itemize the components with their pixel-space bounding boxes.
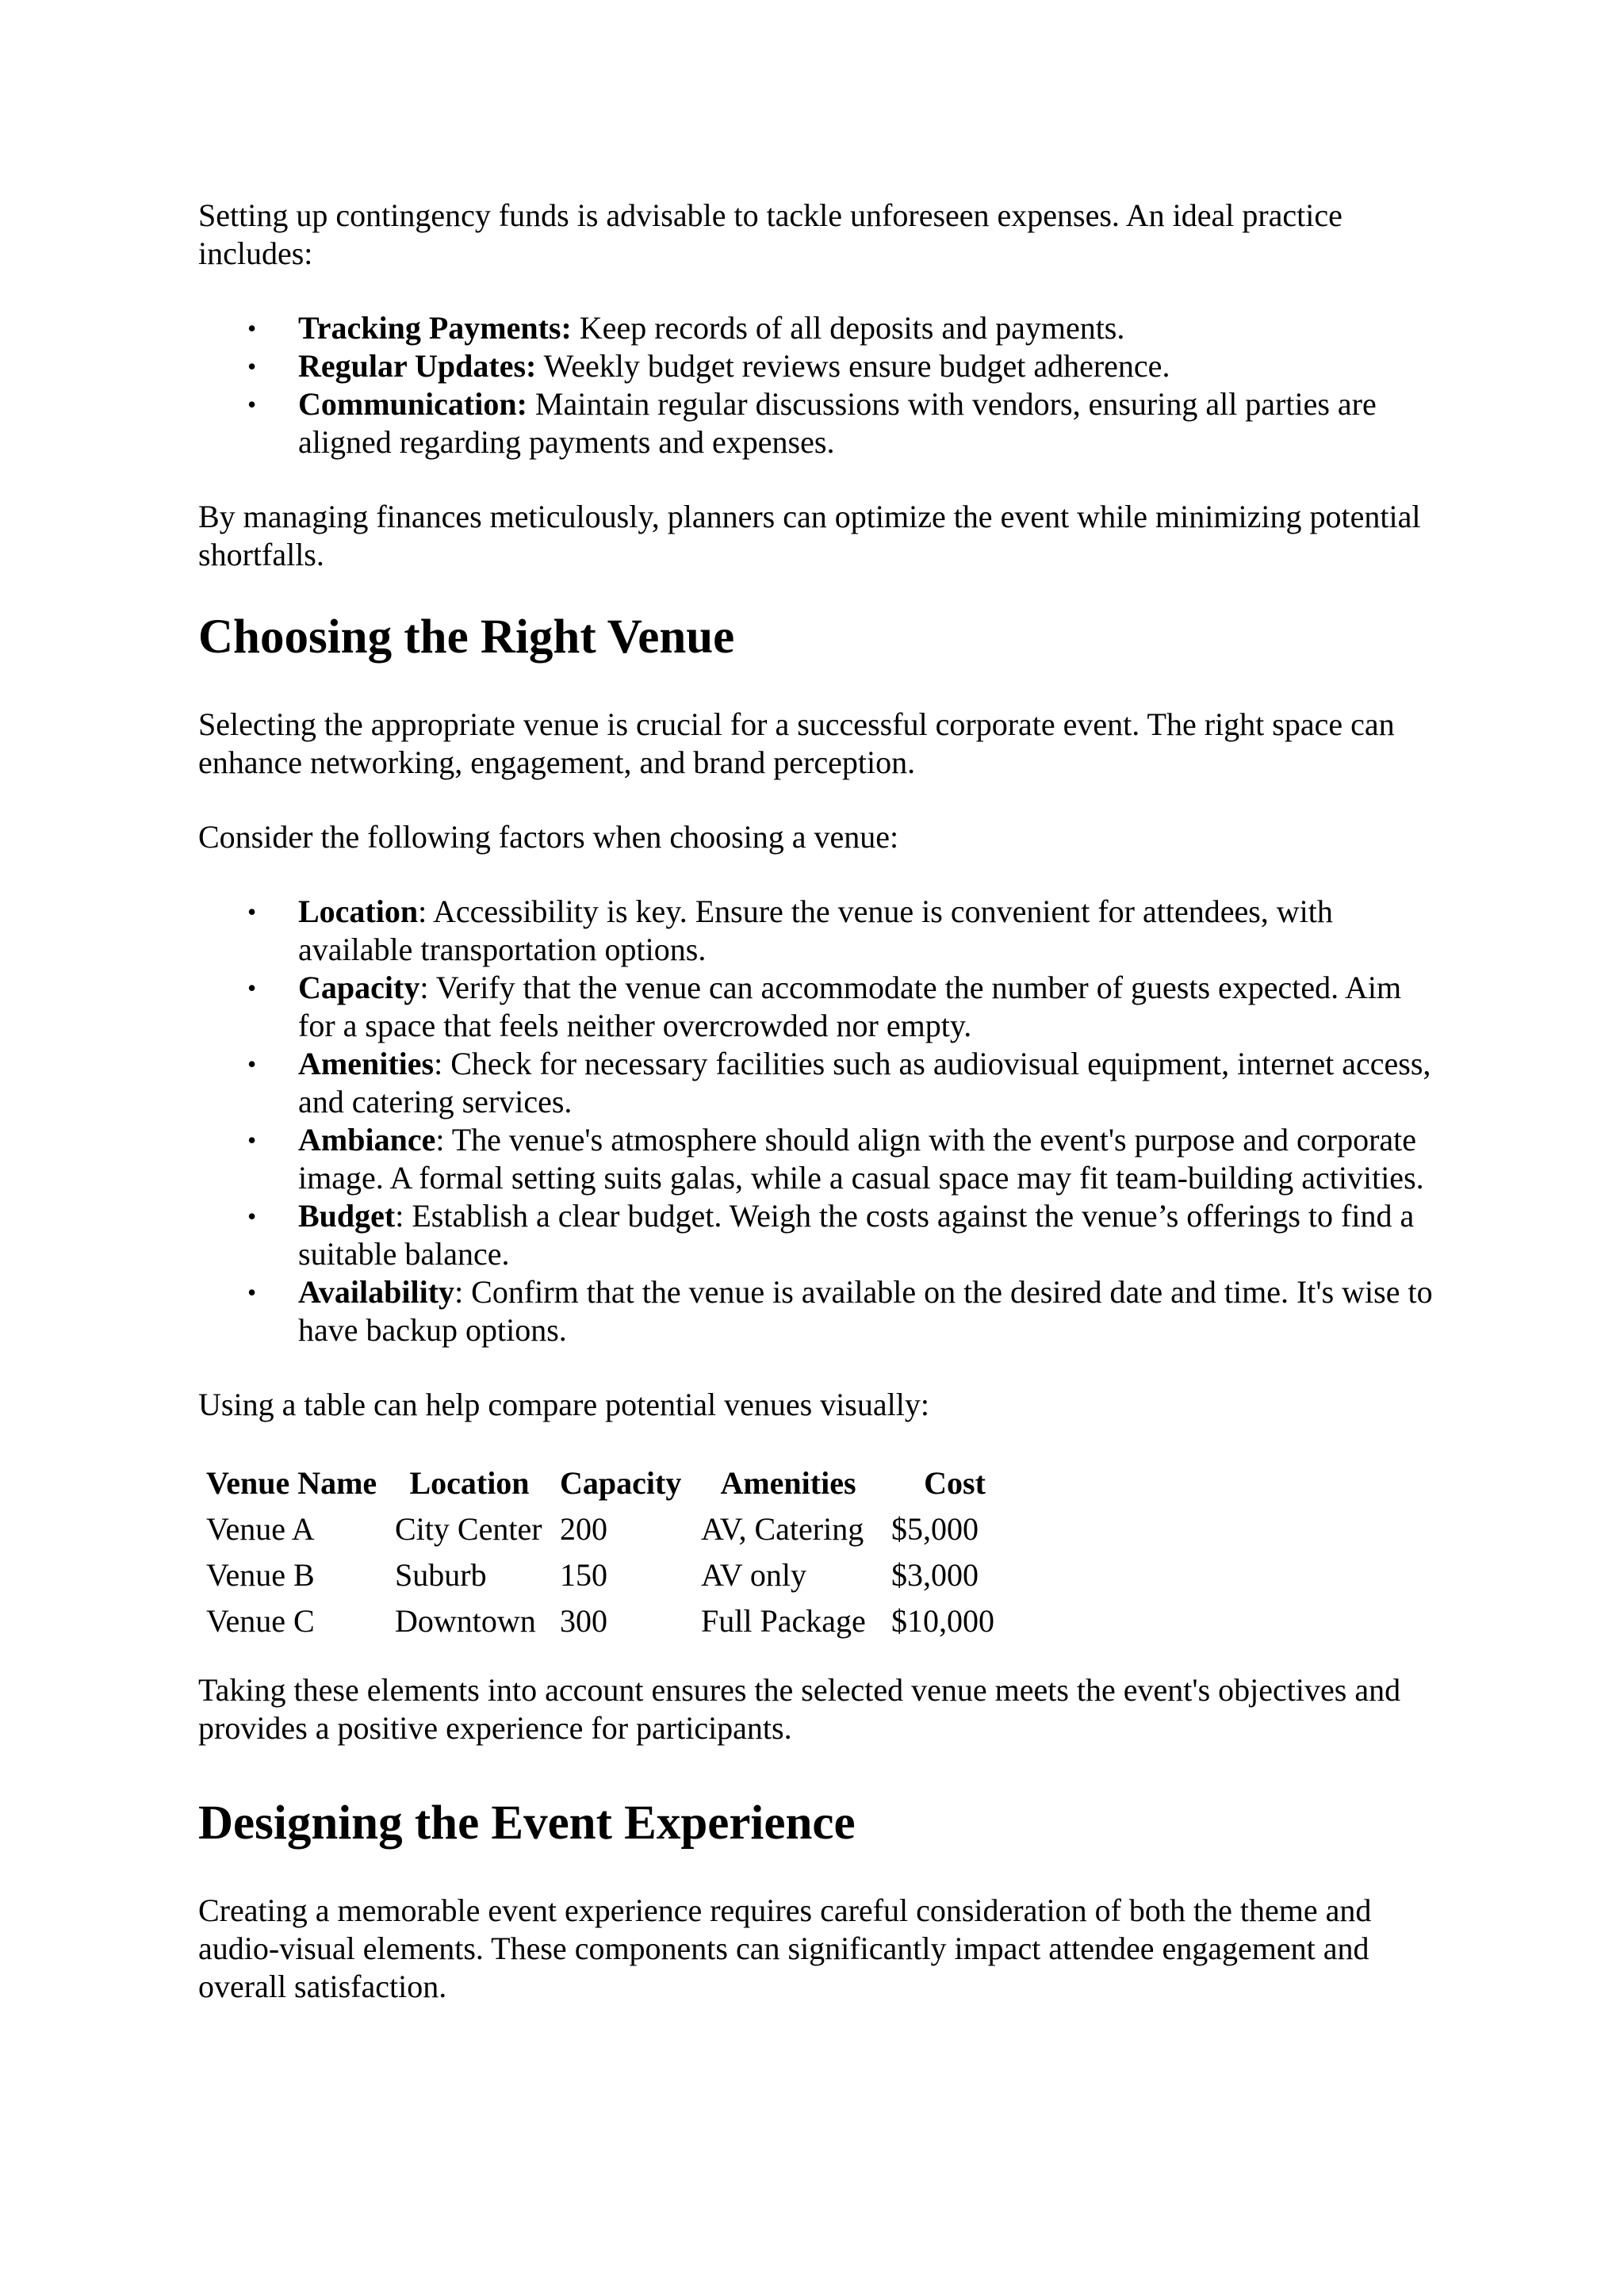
- list-item-desc: : Confirm that the venue is available on the desired date and time. It's wise to have backup options.: [298, 1274, 1433, 1348]
- list-item-term: Budget: [298, 1198, 396, 1234]
- table-cell: Venue A: [206, 1511, 315, 1547]
- list-item-desc: : Establish a clear budget. Weigh the costs against the venue’s offerings to find a suitable balance.: [298, 1198, 1415, 1272]
- list-item: [298, 969, 1435, 1045]
- finance-summary: By managing finances meticulously, planners can optimize the event while minimizing potential shortfalls.: [198, 499, 1421, 572]
- list-item: [298, 893, 1435, 969]
- list-item-desc: Keep records of all deposits and payments.: [571, 310, 1125, 346]
- list-item-desc: Maintain regular discussions with vendors, ensuring all parties are aligned regarding payments and expenses.: [298, 386, 1377, 460]
- venue-intro: Selecting the appropriate venue is crucial for a successful corporate event. The right space can enhance networking, engagement, and brand perception.: [198, 706, 1395, 780]
- list-item-term: Ambiance: [298, 1122, 436, 1158]
- table-cell: Full Package: [701, 1603, 866, 1639]
- table-cell: AV only: [701, 1557, 807, 1593]
- list-item-term: Regular Updates:: [298, 348, 537, 384]
- list-item-desc: Weekly budget reviews ensure budget adherence.: [536, 348, 1170, 384]
- table-cell: $5,000: [891, 1511, 979, 1547]
- list-item: [298, 1121, 1435, 1197]
- list-item-desc: : The venue's atmosphere should align with the event's purpose and corporate image. A formal setting suits galas, while a casual space may fit team-building activities.: [298, 1122, 1424, 1196]
- table-cell: City Center: [395, 1511, 542, 1547]
- header-capacity: Capacity: [560, 1465, 682, 1501]
- experience-intro: Creating a memorable event experience requires careful consideration of both the theme and audio-visual elements. These components can significantly impact attendee engagement and overall satisfaction.: [198, 1892, 1372, 2004]
- header-venue-name: Venue Name: [206, 1465, 377, 1501]
- header-location: Location: [409, 1465, 530, 1501]
- table-cell: AV, Catering: [701, 1511, 864, 1547]
- list-item-term: Capacity: [298, 970, 420, 1005]
- table-row: [198, 1598, 1026, 1644]
- table-cell: Venue B: [206, 1557, 315, 1593]
- list-item: [298, 385, 1435, 461]
- table-row: [198, 1552, 1026, 1598]
- table-row: [198, 1506, 1026, 1552]
- table-cell: 300: [560, 1603, 607, 1639]
- experience-heading: Designing the Event Experience: [198, 1797, 856, 1850]
- list-item-term: Communication:: [298, 386, 527, 422]
- list-item-desc: : Verify that the venue can accommodate the number of guests expected. Aim for a space that feels neither overcrowded nor empty.: [298, 970, 1402, 1043]
- list-item: [298, 347, 1435, 385]
- table-cell: Downtown: [395, 1603, 536, 1639]
- table-cell: 200: [560, 1511, 607, 1547]
- venue-comparison-table: [198, 1460, 1026, 1644]
- table-cell: $3,000: [891, 1557, 979, 1593]
- header-cost: Cost: [924, 1465, 986, 1501]
- list-item-term: Location: [298, 894, 419, 929]
- list-item: [298, 309, 1435, 347]
- table-cell: Venue C: [206, 1603, 315, 1639]
- table-cell: 150: [560, 1557, 607, 1593]
- table-intro: Using a table can help compare potential venues visually:: [198, 1387, 929, 1422]
- list-item: [298, 1045, 1435, 1121]
- table-header-row: [198, 1460, 1026, 1506]
- venue-heading: Choosing the Right Venue: [198, 610, 735, 664]
- table-cell: Suburb: [395, 1557, 487, 1593]
- venue-conclusion: Taking these elements into account ensures the selected venue meets the event's objectives and provides a positive experience for participants.: [198, 1672, 1401, 1746]
- practices-list: [198, 309, 1435, 461]
- list-item: [298, 1197, 1435, 1273]
- list-item-term: Amenities: [298, 1046, 435, 1081]
- contingency-intro: Setting up contingency funds is advisable to tackle unforeseen expenses. An ideal practice includes:: [198, 197, 1342, 271]
- list-item-term: Tracking Payments:: [298, 310, 572, 346]
- document-page: [198, 197, 1435, 2006]
- table-cell: $10,000: [891, 1603, 994, 1639]
- list-item-term: Availability: [298, 1274, 455, 1310]
- list-item-desc: : Check for necessary facilities such as audiovisual equipment, internet access, and catering services.: [298, 1046, 1431, 1119]
- venue-factors-list: [198, 893, 1435, 1349]
- list-item-desc: : Accessibility is key. Ensure the venue is convenient for attendees, with available transportation options.: [298, 894, 1333, 967]
- factors-intro: Consider the following factors when choosing a venue:: [198, 819, 899, 855]
- header-amenities: Amenities: [720, 1465, 856, 1501]
- list-item: [298, 1273, 1435, 1349]
